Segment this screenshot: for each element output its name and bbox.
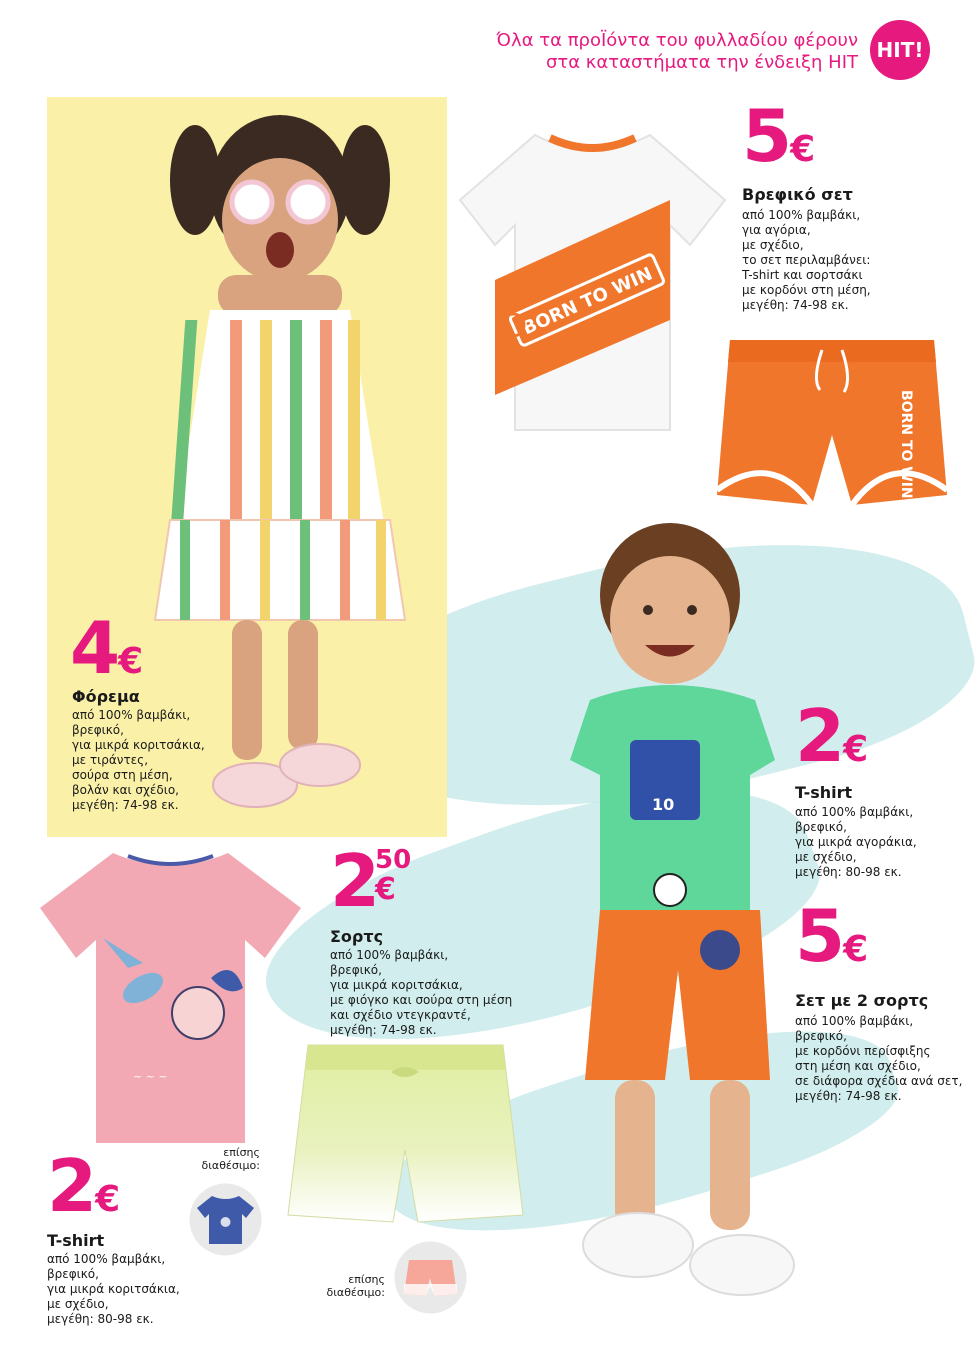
girl-tshirt-description [47,1252,180,1327]
desc-line: T-shirt και σορτσάκι [742,268,863,282]
shorts-description [330,948,512,1038]
desc-line: για μικρά κοριτσάκια, [72,738,205,752]
also-line: επίσης [348,1273,385,1286]
desc-line: μεγέθη: 80-98 εκ. [795,865,902,879]
baby-set-price-value: 5 [742,94,791,178]
baby-set-price [742,94,816,178]
hit-badge: HIT! [870,20,930,80]
boy-tshirt-price [795,694,869,778]
tshirt-variant-thumbnail[interactable] [188,1182,263,1257]
ombre-shorts-photo [283,1040,528,1230]
desc-line: για μικρά αγοράκια, [795,835,917,849]
born-to-win-shorts-photo [712,330,952,510]
desc-line: από 100% βαμβάκι, [742,208,861,222]
shorts-price-decimal: 50 [375,845,412,875]
girl-tshirt-price-value: 2 [47,1144,96,1228]
boy-photo [560,520,800,1310]
desc-line: από 100% βαμβάκι, [795,1014,914,1028]
desc-line: και σχέδιο ντεγκραντέ, [330,1008,471,1022]
two-shorts-set-price [795,894,869,978]
desc-line: με τιράντες, [72,753,149,767]
desc-line: για αγόρια, [742,223,811,237]
baby-set-price-currency: € [790,129,816,170]
desc-line: σούρα στη μέση, [72,768,173,782]
girl-tshirt-price [47,1144,121,1228]
desc-line: μεγέθη: 80-98 εκ. [47,1312,154,1326]
svg-text:10: 10 [652,795,675,814]
header-line-2: στα καταστήματα την ένδειξη HIT [545,52,858,73]
tshirt-also-available-label [170,1146,260,1172]
desc-line: μεγέθη: 74-98 εκ. [795,1089,902,1103]
boy-tshirt-price-value: 2 [795,694,844,778]
two-shorts-set-price-currency: € [843,929,869,970]
shorts-price-currency: € [375,872,396,907]
born-to-win-tshirt-photo [455,130,730,435]
shorts-variant-thumbnail[interactable] [393,1240,468,1315]
desc-line: με σχέδιο, [47,1297,109,1311]
desc-line: βρεφικό, [795,1029,847,1043]
shorts-print-text: BORN TO WIN [898,390,914,499]
dress-price [70,606,144,690]
desc-line: από 100% βαμβάκι, [795,805,914,819]
boy-tshirt-description [795,805,917,880]
desc-line: βολάν και σχέδιο, [72,783,179,797]
dress-description [72,708,205,813]
shirt-print-text: BORN TO WIN [519,263,656,340]
desc-line: με φιόγκο και σούρα στη μέση [330,993,513,1007]
also-line: διαθέσιμο: [201,1159,260,1172]
shorts-also-available-label [300,1273,385,1299]
two-shorts-set-title: Σετ με 2 σορτς [795,991,929,1010]
desc-line: από 100% βαμβάκι, [330,948,449,962]
boy-tshirt-price-currency: € [843,729,869,770]
desc-line: για μικρά κοριτσάκια, [47,1282,180,1296]
desc-line: σε διάφορα σχέδια ανά σετ, [795,1074,963,1088]
shorts-price [330,839,379,923]
desc-line: για μικρά κοριτσάκια, [330,978,463,992]
header-notice [380,30,858,74]
desc-line: το σετ περιλαμβάνει: [742,253,871,267]
desc-line: με σχέδιο, [742,238,804,252]
dress-price-currency: € [118,641,144,682]
shorts-title: Σορτς [330,927,384,946]
desc-line: βρεφικό, [72,723,124,737]
dress-price-value: 4 [70,606,119,690]
boy-tshirt-title: T-shirt [795,783,853,802]
desc-line: από 100% βαμβάκι, [47,1252,166,1266]
pink-tshirt-photo [33,848,308,1148]
desc-line: βρεφικό, [795,820,847,834]
baby-set-title: Βρεφικό σετ [742,185,853,204]
desc-line: βρεφικό, [330,963,382,977]
girl-tshirt-price-currency: € [95,1179,121,1220]
desc-line: στη μέση και σχέδιο, [795,1059,921,1073]
girl-tshirt-title: T-shirt [47,1231,105,1250]
two-shorts-set-description [795,1014,962,1104]
desc-line: με σχέδιο, [795,850,857,864]
desc-line: βρεφικό, [47,1267,99,1281]
svg-text:~ ~ ~: ~ ~ ~ [133,1070,168,1083]
desc-line: από 100% βαμβάκι, [72,708,191,722]
desc-line: μεγέθη: 74-98 εκ. [742,298,849,312]
dress-title: Φόρεμα [72,687,140,706]
also-line: επίσης [223,1146,260,1159]
also-line: διαθέσιμο: [326,1286,385,1299]
two-shorts-set-price-value: 5 [795,894,844,978]
shorts-price-int: 2 [330,839,379,923]
desc-line: με κορδόνι περίσφιξης [795,1044,931,1058]
desc-line: μεγέθη: 74-98 εκ. [72,798,179,812]
desc-line: με κορδόνι στη μέση, [742,283,871,297]
baby-set-description [742,208,871,313]
header-line-1: Όλα τα προΪόντα του φυλλαδίου φέρουν [496,30,858,51]
desc-line: μεγέθη: 74-98 εκ. [330,1023,437,1037]
